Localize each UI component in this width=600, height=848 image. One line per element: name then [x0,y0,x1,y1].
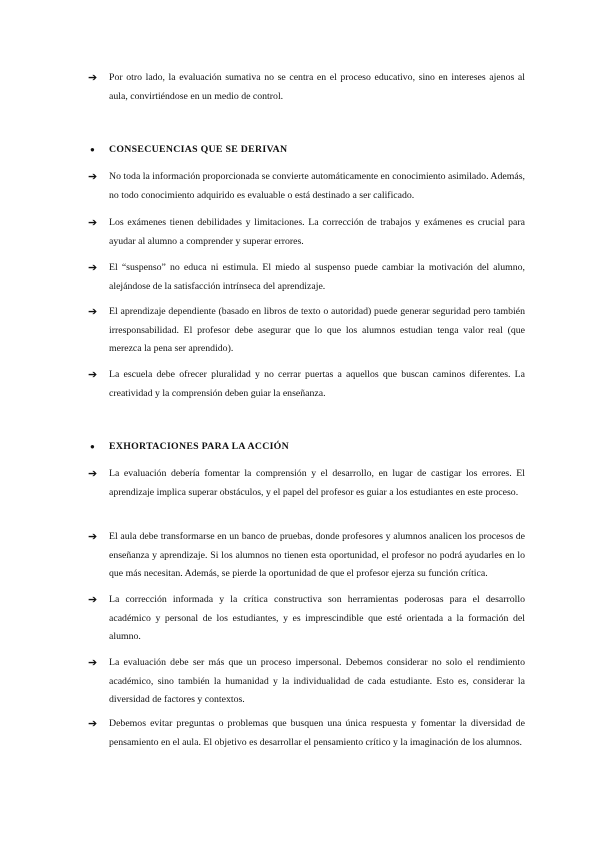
list-item [88,591,525,647]
list-item-text: Debemos evitar preguntas o problemas que busquen una única respuesta y fomentar la diversidad de pensamiento en el aula. El objetivo es desarrollar el pensamiento crítico y la imaginación de los alumnos. [109,718,525,748]
list-item [88,214,525,251]
dot-bullet-icon: ● [90,145,95,154]
list-item [88,528,525,584]
list-item-text: El “suspenso” no educa ni estimula. El miedo al suspenso puede cambiar la motivación del alumno, alejándose de la satisfacción intrínseca del aprendizaje. [109,262,525,292]
arrow-bullet-icon: ➔ [88,262,98,274]
arrow-bullet-icon: ➔ [88,72,98,84]
arrow-bullet-icon: ➔ [88,531,98,543]
section-heading-text: EXHORTACIONES PARA LA ACCIÓN [109,441,289,452]
list-item-text: El aula debe transformarse en un banco de pruebas, donde profesores y alumnos analicen los procesos de enseñanza y aprendizaje. Si los alumnos no tienen esta oportunidad, el profesor no podrá ayudarles en lo que más necesitan. Además, se pierde la oportunidad de que el profesor ejerza su función crítica. [109,531,525,580]
list-item [88,168,525,205]
list-item-text: La escuela debe ofrecer pluralidad y no cerrar puertas a aquellos que buscan caminos diferentes. La creatividad y la comprensión deben guiar la enseñanza. [109,369,525,399]
list-item-text: Por otro lado, la evaluación sumativa no se centra en el proceso educativo, sino en intereses ajenos al aula, convirtiéndose en un medio de control. [109,72,525,102]
list-item-text: No toda la información proporcionada se convierte automáticamente en conocimiento asimilado. Además, no todo conocimiento adquirido es evaluable o está destinado a ser calificado. [109,171,525,201]
list-item-text: Los exámenes tienen debilidades y limitaciones. La corrección de trabajos y exámenes es crucial para ayudar al alumno a comprender y superar errores. [109,217,525,247]
arrow-bullet-icon: ➔ [88,217,98,229]
arrow-bullet-icon: ➔ [88,468,98,480]
list-item [88,259,525,296]
arrow-bullet-icon: ➔ [88,657,98,669]
section-heading [88,141,525,160]
dot-bullet-icon: ● [90,442,95,451]
list-item [88,303,525,359]
list-item-text: La evaluación debe ser más que un proceso impersonal. Debemos considerar no solo el rendimiento académico, sino también la humanidad y la individualidad de cada estudiante. Esto es, considerar la diversidad de factores y contextos. [109,657,525,706]
section-heading-text: CONSECUENCIAS QUE SE DERIVAN [109,144,288,155]
list-item-text: El aprendizaje dependiente (basado en libros de texto o autoridad) puede generar seguridad pero también irresponsabilidad. El profesor debe asegurar que lo que los alumnos estudian tenga valor real (que merezca la pena ser aprendido). [109,306,525,355]
list-item [88,654,525,710]
arrow-bullet-icon: ➔ [88,369,98,381]
list-item [88,366,525,403]
section-heading [88,438,525,457]
list-item [88,465,525,502]
arrow-bullet-icon: ➔ [88,594,98,606]
list-item [88,69,525,106]
arrow-bullet-icon: ➔ [88,171,98,183]
list-item-text: La evaluación debería fomentar la comprensión y el desarrollo, en lugar de castigar los errores. El aprendizaje implica superar obstáculos, y el papel del profesor es guiar a los estudiantes en este proceso. [109,468,525,498]
list-item [88,715,525,752]
list-item-text: La corrección informada y la crítica constructiva son herramientas poderosas para el desarrollo académico y personal de los estudiantes, y es imprescindible que esté orientada a la formación del alumno. [109,594,525,643]
arrow-bullet-icon: ➔ [88,306,98,318]
arrow-bullet-icon: ➔ [88,718,98,730]
